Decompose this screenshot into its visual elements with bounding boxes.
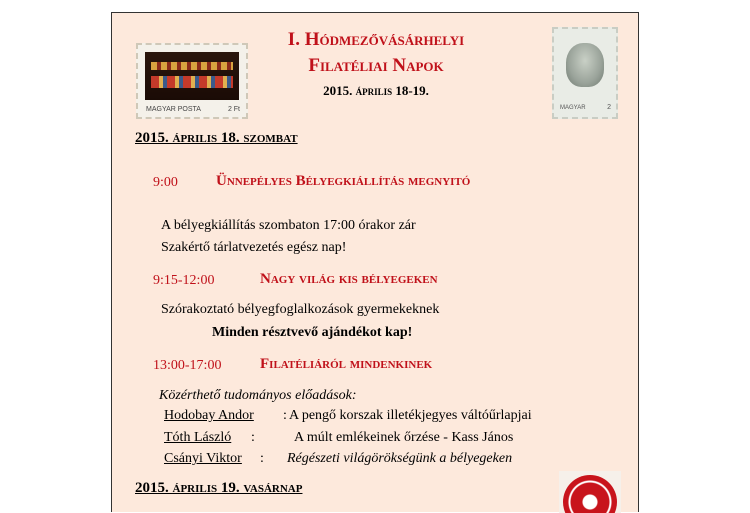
red-seal-image <box>559 471 621 513</box>
event3-time: 13:00-17:00 <box>153 358 222 373</box>
stamp-right-country: MAGYAR <box>560 105 586 111</box>
talk2-separator: : <box>251 430 255 445</box>
red-seal-disc <box>563 475 617 513</box>
title-line-1: I. Hódmezővásárhelyi <box>287 29 465 50</box>
day1-heading: 2015. április 18. szombat <box>135 130 298 146</box>
event2-line1: Szórakoztató bélyegfoglalkozások gyermekeknek <box>161 302 440 317</box>
talk3-topic: Régészeti világörökségünk a bélyegeken <box>287 451 513 466</box>
event-dates: 2015. április 18-19. <box>323 83 429 98</box>
event3-intro: Közérthető tudományos előadások: <box>159 388 357 403</box>
event3-title: Filatéliáról mindenkinek <box>260 356 433 372</box>
event2-title: Nagy világ kis bélyegeken <box>260 271 438 287</box>
title-line-2: Filatéliai Napok <box>308 55 444 76</box>
talk3-separator: : <box>260 451 264 466</box>
event2-time: 9:15-12:00 <box>153 273 215 288</box>
talk1-separator: : <box>283 408 287 423</box>
stamp-left-value: 2 Ft <box>227 106 240 113</box>
event1-line1: A bélyegkiállítás szombaton 17:00 órakor zár <box>161 218 416 233</box>
stamp-right-value: 2 <box>607 104 611 111</box>
stamp-left-country: MAGYAR POSTA <box>146 106 201 113</box>
talk1-speaker: Hodobay Andor <box>164 408 254 423</box>
event1-time: 9:00 <box>153 175 178 190</box>
talk2-speaker: Tóth László <box>164 430 232 445</box>
talk3-speaker: Csányi Viktor <box>164 451 242 466</box>
event2-line2: Minden résztvevő ajándékot kap! <box>212 325 413 340</box>
event1-title: Ünnepélyes Bélyegkiállítás megnyitó <box>216 173 471 189</box>
talk2-topic: A múlt emlékeinek őrzése - Kass János <box>294 430 514 445</box>
talk1-topic: A pengő korszak illetékjegyes váltóűrlapjai <box>289 408 532 423</box>
poster-sheet <box>111 12 639 512</box>
day2-heading: 2015. április 19. vasárnap <box>135 480 303 496</box>
event1-line2: Szakértő tárlatvezetés egész nap! <box>161 240 347 255</box>
